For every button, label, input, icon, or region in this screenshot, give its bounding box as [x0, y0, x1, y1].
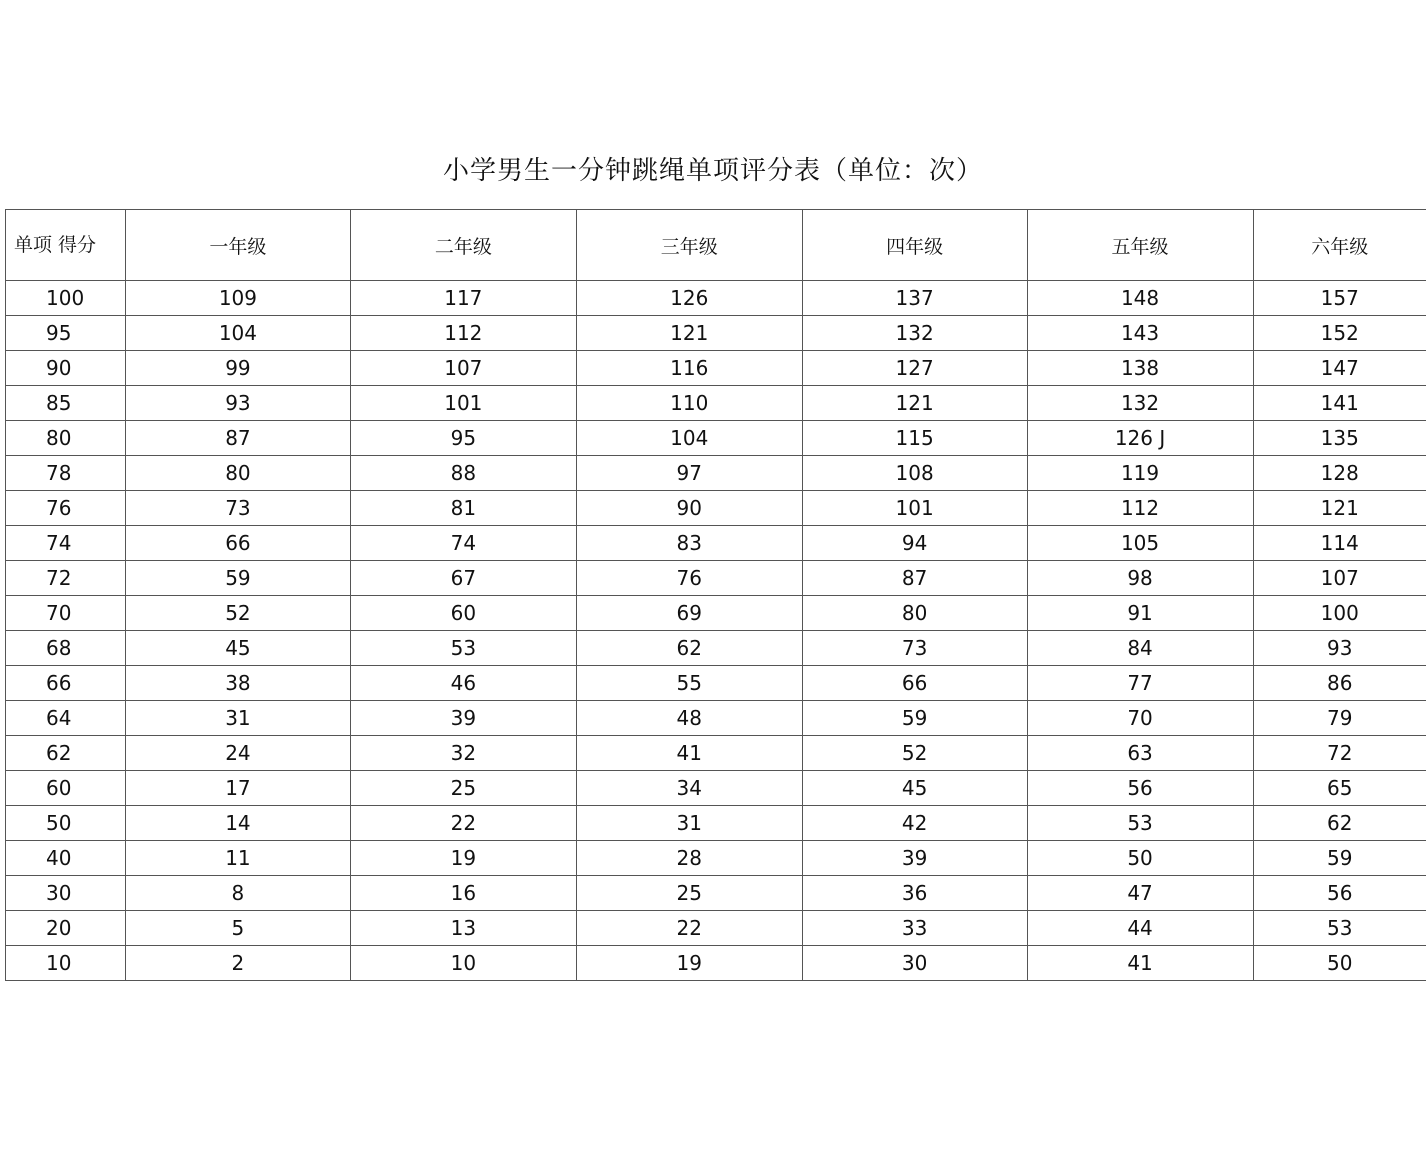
table-row	[6, 876, 1426, 911]
grade-2-cell: 60	[350, 596, 576, 631]
grade-2-cell: 74	[350, 526, 576, 561]
grade-6-cell: 100	[1253, 596, 1426, 631]
grade-5-cell: 53	[1027, 806, 1253, 841]
score-cell: 66	[6, 666, 126, 701]
table-row	[6, 281, 1426, 316]
grade-5-cell: 132	[1027, 386, 1253, 421]
grade-5-cell: 126 J	[1027, 421, 1253, 456]
score-cell: 62	[6, 736, 126, 771]
grade-2-cell: 25	[350, 771, 576, 806]
grade-4-cell: 132	[802, 316, 1027, 351]
grade-6-cell: 114	[1253, 526, 1426, 561]
table-body	[6, 281, 1426, 981]
header-grade-4: 四年级	[802, 210, 1027, 281]
table-row	[6, 596, 1426, 631]
score-cell: 40	[6, 841, 126, 876]
table-row	[6, 526, 1426, 561]
grade-2-cell: 95	[350, 421, 576, 456]
grade-2-cell: 22	[350, 806, 576, 841]
grade-6-cell: 53	[1253, 911, 1426, 946]
table-row	[6, 631, 1426, 666]
grade-6-cell: 59	[1253, 841, 1426, 876]
grade-5-cell: 148	[1027, 281, 1253, 316]
grade-3-cell: 48	[576, 701, 802, 736]
score-cell: 100	[6, 281, 126, 316]
table-row	[6, 491, 1426, 526]
grade-3-cell: 22	[576, 911, 802, 946]
score-cell: 30	[6, 876, 126, 911]
grade-5-cell: 41	[1027, 946, 1253, 981]
grade-4-cell: 59	[802, 701, 1027, 736]
score-cell: 68	[6, 631, 126, 666]
grade-4-cell: 42	[802, 806, 1027, 841]
grade-4-cell: 30	[802, 946, 1027, 981]
table-row	[6, 736, 1426, 771]
score-cell: 95	[6, 316, 126, 351]
grade-3-cell: 90	[576, 491, 802, 526]
grade-2-cell: 81	[350, 491, 576, 526]
table-row	[6, 701, 1426, 736]
grade-3-cell: 83	[576, 526, 802, 561]
table-row	[6, 386, 1426, 421]
grade-3-cell: 69	[576, 596, 802, 631]
grade-3-cell: 34	[576, 771, 802, 806]
grade-5-cell: 105	[1027, 526, 1253, 561]
grade-6-cell: 121	[1253, 491, 1426, 526]
grade-5-cell: 47	[1027, 876, 1253, 911]
grade-2-cell: 53	[350, 631, 576, 666]
grade-6-cell: 157	[1253, 281, 1426, 316]
grade-6-cell: 147	[1253, 351, 1426, 386]
grade-5-cell: 138	[1027, 351, 1253, 386]
grade-1-cell: 14	[125, 806, 350, 841]
grade-6-cell: 107	[1253, 561, 1426, 596]
grade-4-cell: 127	[802, 351, 1027, 386]
score-cell: 50	[6, 806, 126, 841]
grade-4-cell: 73	[802, 631, 1027, 666]
grade-1-cell: 11	[125, 841, 350, 876]
grade-5-cell: 143	[1027, 316, 1253, 351]
grade-2-cell: 112	[350, 316, 576, 351]
table-row	[6, 946, 1426, 981]
header-grade-6: 六年级	[1253, 210, 1426, 281]
grade-3-cell: 19	[576, 946, 802, 981]
score-table	[5, 209, 1426, 981]
grade-1-cell: 109	[125, 281, 350, 316]
grade-3-cell: 25	[576, 876, 802, 911]
grade-6-cell: 56	[1253, 876, 1426, 911]
grade-2-cell: 67	[350, 561, 576, 596]
grade-5-cell: 56	[1027, 771, 1253, 806]
grade-3-cell: 116	[576, 351, 802, 386]
grade-5-cell: 77	[1027, 666, 1253, 701]
score-cell: 72	[6, 561, 126, 596]
score-cell: 10	[6, 946, 126, 981]
grade-1-cell: 17	[125, 771, 350, 806]
grade-3-cell: 28	[576, 841, 802, 876]
grade-3-cell: 55	[576, 666, 802, 701]
header-grade-5: 五年级	[1027, 210, 1253, 281]
grade-4-cell: 80	[802, 596, 1027, 631]
grade-4-cell: 115	[802, 421, 1027, 456]
score-cell: 78	[6, 456, 126, 491]
table-row	[6, 806, 1426, 841]
grade-3-cell: 41	[576, 736, 802, 771]
grade-3-cell: 76	[576, 561, 802, 596]
score-cell: 90	[6, 351, 126, 386]
grade-4-cell: 52	[802, 736, 1027, 771]
grade-6-cell: 79	[1253, 701, 1426, 736]
grade-2-cell: 13	[350, 911, 576, 946]
grade-2-cell: 88	[350, 456, 576, 491]
grade-4-cell: 108	[802, 456, 1027, 491]
table-row	[6, 841, 1426, 876]
grade-3-cell: 97	[576, 456, 802, 491]
grade-1-cell: 52	[125, 596, 350, 631]
grade-2-cell: 117	[350, 281, 576, 316]
grade-1-cell: 99	[125, 351, 350, 386]
grade-3-cell: 110	[576, 386, 802, 421]
grade-2-cell: 10	[350, 946, 576, 981]
grade-4-cell: 66	[802, 666, 1027, 701]
grade-2-cell: 19	[350, 841, 576, 876]
grade-5-cell: 119	[1027, 456, 1253, 491]
grade-4-cell: 94	[802, 526, 1027, 561]
grade-2-cell: 46	[350, 666, 576, 701]
grade-6-cell: 72	[1253, 736, 1426, 771]
score-cell: 85	[6, 386, 126, 421]
grade-4-cell: 36	[802, 876, 1027, 911]
grade-5-cell: 63	[1027, 736, 1253, 771]
grade-3-cell: 126	[576, 281, 802, 316]
grade-6-cell: 152	[1253, 316, 1426, 351]
grade-5-cell: 91	[1027, 596, 1253, 631]
grade-2-cell: 107	[350, 351, 576, 386]
grade-1-cell: 5	[125, 911, 350, 946]
score-cell: 76	[6, 491, 126, 526]
grade-5-cell: 112	[1027, 491, 1253, 526]
header-grade-1: 一年级	[125, 210, 350, 281]
table-row	[6, 421, 1426, 456]
grade-4-cell: 121	[802, 386, 1027, 421]
grade-5-cell: 98	[1027, 561, 1253, 596]
grade-2-cell: 32	[350, 736, 576, 771]
grade-6-cell: 141	[1253, 386, 1426, 421]
grade-6-cell: 65	[1253, 771, 1426, 806]
grade-4-cell: 33	[802, 911, 1027, 946]
grade-5-cell: 50	[1027, 841, 1253, 876]
grade-3-cell: 121	[576, 316, 802, 351]
table-row	[6, 561, 1426, 596]
grade-1-cell: 31	[125, 701, 350, 736]
grade-1-cell: 66	[125, 526, 350, 561]
grade-1-cell: 24	[125, 736, 350, 771]
table-row	[6, 456, 1426, 491]
grade-2-cell: 101	[350, 386, 576, 421]
grade-5-cell: 44	[1027, 911, 1253, 946]
table-row	[6, 771, 1426, 806]
header-corner: 单项 得分	[6, 210, 126, 281]
grade-1-cell: 93	[125, 386, 350, 421]
header-grade-2: 二年级	[350, 210, 576, 281]
header-grade-3: 三年级	[576, 210, 802, 281]
score-cell: 74	[6, 526, 126, 561]
grade-1-cell: 45	[125, 631, 350, 666]
grade-2-cell: 39	[350, 701, 576, 736]
grade-1-cell: 2	[125, 946, 350, 981]
score-cell: 80	[6, 421, 126, 456]
grade-2-cell: 16	[350, 876, 576, 911]
grade-6-cell: 62	[1253, 806, 1426, 841]
grade-4-cell: 101	[802, 491, 1027, 526]
grade-6-cell: 50	[1253, 946, 1426, 981]
grade-6-cell: 128	[1253, 456, 1426, 491]
grade-5-cell: 70	[1027, 701, 1253, 736]
grade-3-cell: 31	[576, 806, 802, 841]
grade-5-cell: 84	[1027, 631, 1253, 666]
grade-1-cell: 8	[125, 876, 350, 911]
grade-1-cell: 38	[125, 666, 350, 701]
grade-1-cell: 87	[125, 421, 350, 456]
grade-4-cell: 45	[802, 771, 1027, 806]
grade-4-cell: 137	[802, 281, 1027, 316]
grade-6-cell: 93	[1253, 631, 1426, 666]
table-row	[6, 351, 1426, 386]
score-cell: 64	[6, 701, 126, 736]
grade-6-cell: 86	[1253, 666, 1426, 701]
grade-1-cell: 104	[125, 316, 350, 351]
grade-4-cell: 39	[802, 841, 1027, 876]
grade-1-cell: 59	[125, 561, 350, 596]
score-cell: 60	[6, 771, 126, 806]
table-row	[6, 911, 1426, 946]
table-row	[6, 666, 1426, 701]
header-row	[6, 210, 1426, 281]
grade-6-cell: 135	[1253, 421, 1426, 456]
grade-4-cell: 87	[802, 561, 1027, 596]
grade-3-cell: 104	[576, 421, 802, 456]
score-cell: 70	[6, 596, 126, 631]
grade-3-cell: 62	[576, 631, 802, 666]
score-cell: 20	[6, 911, 126, 946]
page-title: 小学男生一分钟跳绳单项评分表（单位：次）	[442, 156, 983, 186]
grade-1-cell: 73	[125, 491, 350, 526]
table-row	[6, 316, 1426, 351]
grade-1-cell: 80	[125, 456, 350, 491]
